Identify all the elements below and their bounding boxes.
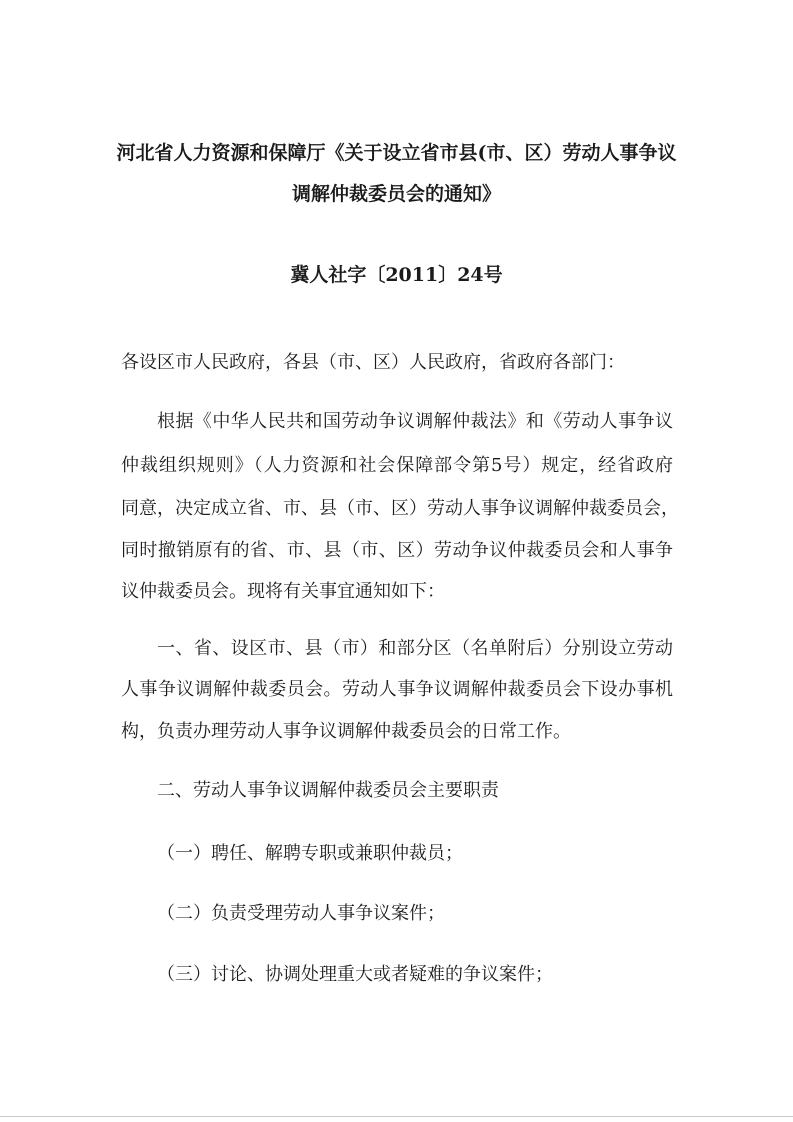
list-item-3: （三）讨论、协调处理重大或者疑难的争议案件； (157, 964, 553, 985)
page-bottom-divider (0, 1116, 793, 1117)
document-number: 冀人社字〔2011〕24号 (290, 264, 503, 286)
document-title-line-2: 调解仲裁委员会的通知》 (291, 183, 501, 205)
para1-line-2: 仲裁组织规则》（人力资源和社会保障部令第5号）规定，经省政府 (121, 455, 673, 476)
document-title-line-1: 河北省人力资源和保障厅《关于设立省市县(市、区）劳动人事争议 (116, 142, 677, 164)
list-item-1: （一）聘任、解聘专职或兼职仲裁员； (157, 843, 463, 864)
para1-line-3: 同意，决定成立省、市、县（市、区）劳动人事争议调解仲裁委员会， (121, 498, 679, 519)
para1-line-1: 根据《中华人民共和国劳动争议调解仲裁法》和《劳动人事争议 (157, 411, 673, 432)
para1-line-4: 同时撤销原有的省、市、县（市、区）劳动争议仲裁委员会和人事争 (121, 540, 673, 561)
list-item-2: （二）负责受理劳动人事争议案件； (157, 903, 445, 924)
salutation: 各设区市人民政府，各县（市、区）人民政府，省政府各部门： (121, 352, 625, 373)
para1-line-5: 议仲裁委员会。现将有关事宜通知如下： (121, 581, 445, 602)
para2-line-1: 一、省、设区市、县（市）和部分区（名单附后）分别设立劳动 (157, 638, 673, 659)
para2-line-2: 人事争议调解仲裁委员会。劳动人事争议调解仲裁委员会下设办事机 (121, 679, 673, 700)
section-2-heading: 二、劳动人事争议调解仲裁委员会主要职责 (157, 780, 499, 801)
para2-line-3: 构，负责办理劳动人事争议调解仲裁委员会的日常工作。 (121, 721, 571, 742)
